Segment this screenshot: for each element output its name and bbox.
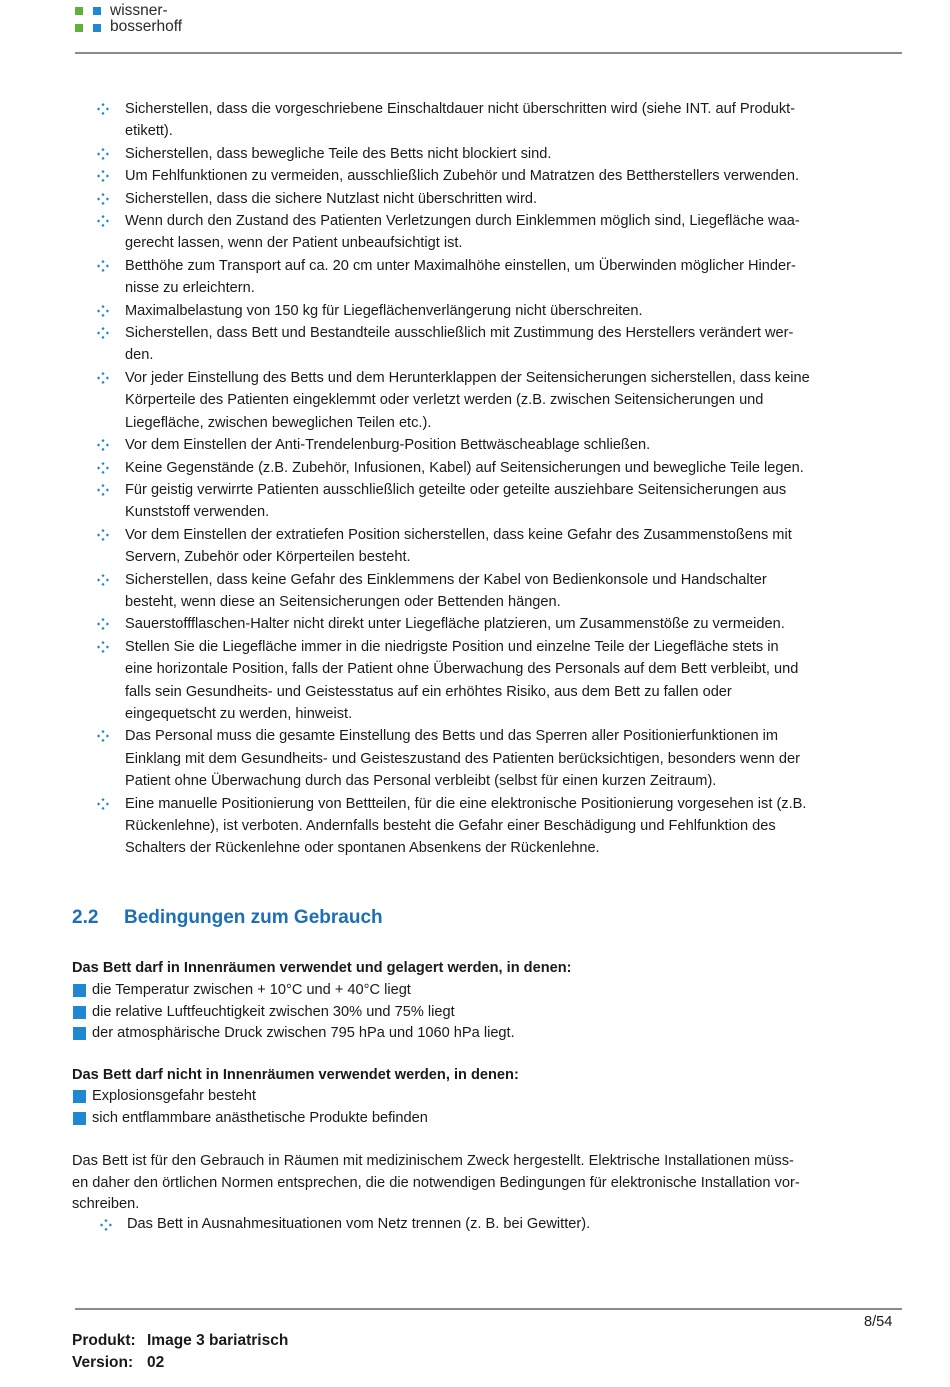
list-item-text: die Temperatur zwischen + 10°C und + 40°C liegt [92,982,411,998]
section-title: Bedingungen zum Gebrauch [124,907,383,928]
footer-divider [75,1308,902,1310]
list-item-text: Wenn durch den Zustand des Patienten Verletzungen durch Einklemmen möglich sind, Liegefläche waa- gerecht lassen, wenn der Patient unbeaufsichtigt ist. [125,213,800,252]
diamond-bullet-icon [97,798,109,810]
footer-version [72,1354,164,1372]
version-value: 02 [147,1354,165,1371]
version-label: Version: [72,1354,134,1371]
list-item [72,1002,515,1024]
list-item [97,613,887,635]
diamond-bullet-icon [97,618,109,630]
diamond-bullet-icon [97,730,109,742]
diamond-bullet-icon [97,305,109,317]
list-item-text: Betthöhe zum Transport auf ca. 20 cm unter Maximalhöhe einstellen, um Überwinden möglicher Hinder- nisse zu erleichtern. [125,257,796,297]
diamond-bullet-icon [97,148,109,160]
logo-square-blue [93,24,101,32]
indoor-conditions-heading: Das Bett darf in Innenräumen verwendet und gelagert werden, in denen: [72,960,572,976]
diamond-bullet-icon [100,1219,112,1231]
logo-square-blue [93,7,101,15]
list-item-text: Explosionsgefahr besteht [92,1088,256,1104]
list-item [97,165,887,187]
page-number: 8/54 [864,1314,893,1330]
list-item [97,569,887,614]
list-item [72,1108,428,1130]
list-item [97,98,887,143]
indoor-conditions-list [72,980,515,1045]
list-item [97,210,887,255]
diamond-bullet-icon [97,193,109,205]
list-item-text: Keine Gegenstände (z.B. Zubehör, Infusionen, Kabel) auf Seitensicherungen und bewegliche Teile legen. [125,459,804,476]
list-item [72,1086,428,1108]
list-item [97,479,887,524]
list-item-text: Um Fehlfunktionen zu vermeiden, ausschließlich Zubehör und Matratzen des Bettherstellers verwenden. [125,168,800,185]
list-item [100,1214,590,1236]
square-bullet-icon [73,1112,86,1125]
list-item [97,636,887,726]
square-bullet-icon [73,1027,86,1040]
list-item-text: Eine manuelle Positionierung von Bettteilen, für die eine elektronische Positionierung vorgesehen ist (z.B. Rückenlehne), ist verboten. Andernfalls besteht die Gefahr einer Beschädigung und Fehlfunktion des Schalters der Rückenlehne oder spontanen Absenkens der Rückenlehne. [125,795,807,857]
list-item [97,367,887,434]
product-value: Image 3 bariatrisch [147,1332,289,1349]
header-divider [75,52,902,54]
safety-instructions-list [97,98,887,860]
list-item-text: Sauerstoffflaschen-Halter nicht direkt unter Liegefläche platzieren, um Zusammenstöße zu vermeiden. [125,616,785,633]
list-item [97,457,887,479]
diamond-bullet-icon [97,170,109,182]
square-bullet-icon [73,1006,86,1019]
diamond-bullet-icon [97,484,109,496]
list-item-text: Vor jeder Einstellung des Betts und dem Herunterklappen der Seitensicherungen sicherstellen, dass keine Körperteile des Patienten eingeklemmt oder verletzt werden (z.B. zwischen Seitensicherungen und Liegefläche, zwischen beweglichen Teilen etc.). [125,369,810,431]
diamond-bullet-icon [97,529,109,541]
diamond-bullet-icon [97,103,109,115]
list-item-text: Für geistig verwirrte Patienten ausschließlich geteilte oder geteilte ausziehbare Seitensicherungen aus Kunststoff verwenden. [125,481,787,521]
list-item-text: der atmosphärische Druck zwischen 795 hPa und 1060 hPa liegt. [92,1025,515,1041]
list-item-text: sich entflammbare anästhetische Produkte befinden [92,1109,428,1126]
product-label: Produkt: [72,1332,136,1349]
prohibited-conditions-heading: Das Bett darf nicht in Innenräumen verwendet werden, in denen: [72,1067,519,1083]
list-item [97,255,887,300]
list-item [72,1023,515,1045]
list-item [97,188,887,210]
logo-text-line1: wissner- [110,2,168,19]
square-bullet-icon [73,1090,86,1103]
list-item [97,793,887,860]
list-item-text: Vor dem Einstellen der extratiefen Position sicherstellen, dass keine Gefahr des Zusammenstoßens mit Servern, Zubehör oder Körperteilen besteht. [125,526,792,566]
footer-product [72,1332,288,1350]
usage-paragraph: Das Bett ist für den Gebrauch in Räumen mit medizinischem Zweck hergestellt. Elektrische Installationen müss- en daher den örtlichen Normen entsprechen, die die notwendigen Bedingungen für elektronische Installation vor- schreiben. [72,1153,800,1212]
section-number: 2.2 [72,907,99,928]
list-item-text: Sicherstellen, dass die sichere Nutzlast nicht überschritten wird. [125,190,538,207]
list-item-text: Stellen Sie die Liegefläche immer in die niedrigste Position und einzelne Teile der Liegefläche stets in eine horizontale Position, falls der Patient ohne Überwachung des Personals auf dem Bett verbleibt, und falls sein Gesundheits- und Geistesstatus auf ein erhöhtes Risiko, aus dem Bett zu fallen oder eingequetscht zu werden, hinweist. [125,638,799,722]
list-item [72,980,515,1002]
list-item [97,322,887,367]
list-item-text: Maximalbelastung von 150 kg für Liegeflächenverlängerung nicht überschreiten. [125,302,643,319]
list-item [97,143,887,165]
list-item-text: Sicherstellen, dass Bett und Bestandteile ausschließlich mit Zustimmung des Herstellers verändert wer- den. [125,325,794,364]
list-item [97,300,887,322]
diamond-bullet-icon [97,260,109,272]
list-item-text: die relative Luftfeuchtigkeit zwischen 30% und 75% liegt [92,1003,455,1020]
square-bullet-icon [73,984,86,997]
diamond-bullet-icon [97,641,109,653]
list-item [97,725,887,792]
list-item [97,434,887,456]
logo-square-green [75,7,83,15]
diamond-bullet-icon [97,439,109,451]
list-item [97,524,887,569]
list-item-text: Sicherstellen, dass bewegliche Teile des Betts nicht blockiert sind. [125,145,552,162]
list-item-text: Das Personal muss die gesamte Einstellung des Betts und das Sperren aller Positionierfunktionen im Einklang mit dem Gesundheits- und Geisteszustand des Patienten berücksichtigen, besonders wenn der Patient ohne Überwachung durch das Personal verbleibt (selbst für einen kurzen Zeitraum). [125,728,800,790]
section-heading [72,907,383,929]
logo-text-line2: bosserhoff [110,18,183,35]
diamond-bullet-icon [97,372,109,384]
diamond-bullet-icon [97,462,109,474]
prohibited-conditions-list [72,1086,428,1129]
logo-square-green [75,24,83,32]
list-item-text: Sicherstellen, dass keine Gefahr des Einklemmens der Kabel von Bedienkonsole und Handschalter besteht, wenn diese an Seitensicherungen oder Bettenden hängen. [125,571,767,610]
list-item-text: Sicherstellen, dass die vorgeschriebene Einschaltdauer nicht überschritten wird (siehe INT. auf Produkt- etikett). [125,101,796,140]
final-item-text: Das Bett in Ausnahmesituationen vom Netz trennen (z. B. bei Gewitter). [127,1216,591,1232]
diamond-bullet-icon [97,327,109,339]
diamond-bullet-icon [97,574,109,586]
diamond-bullet-icon [97,215,109,227]
list-item-text: Vor dem Einstellen der Anti-Trendelenburg-Position Bettwäscheablage schließen. [125,437,651,454]
